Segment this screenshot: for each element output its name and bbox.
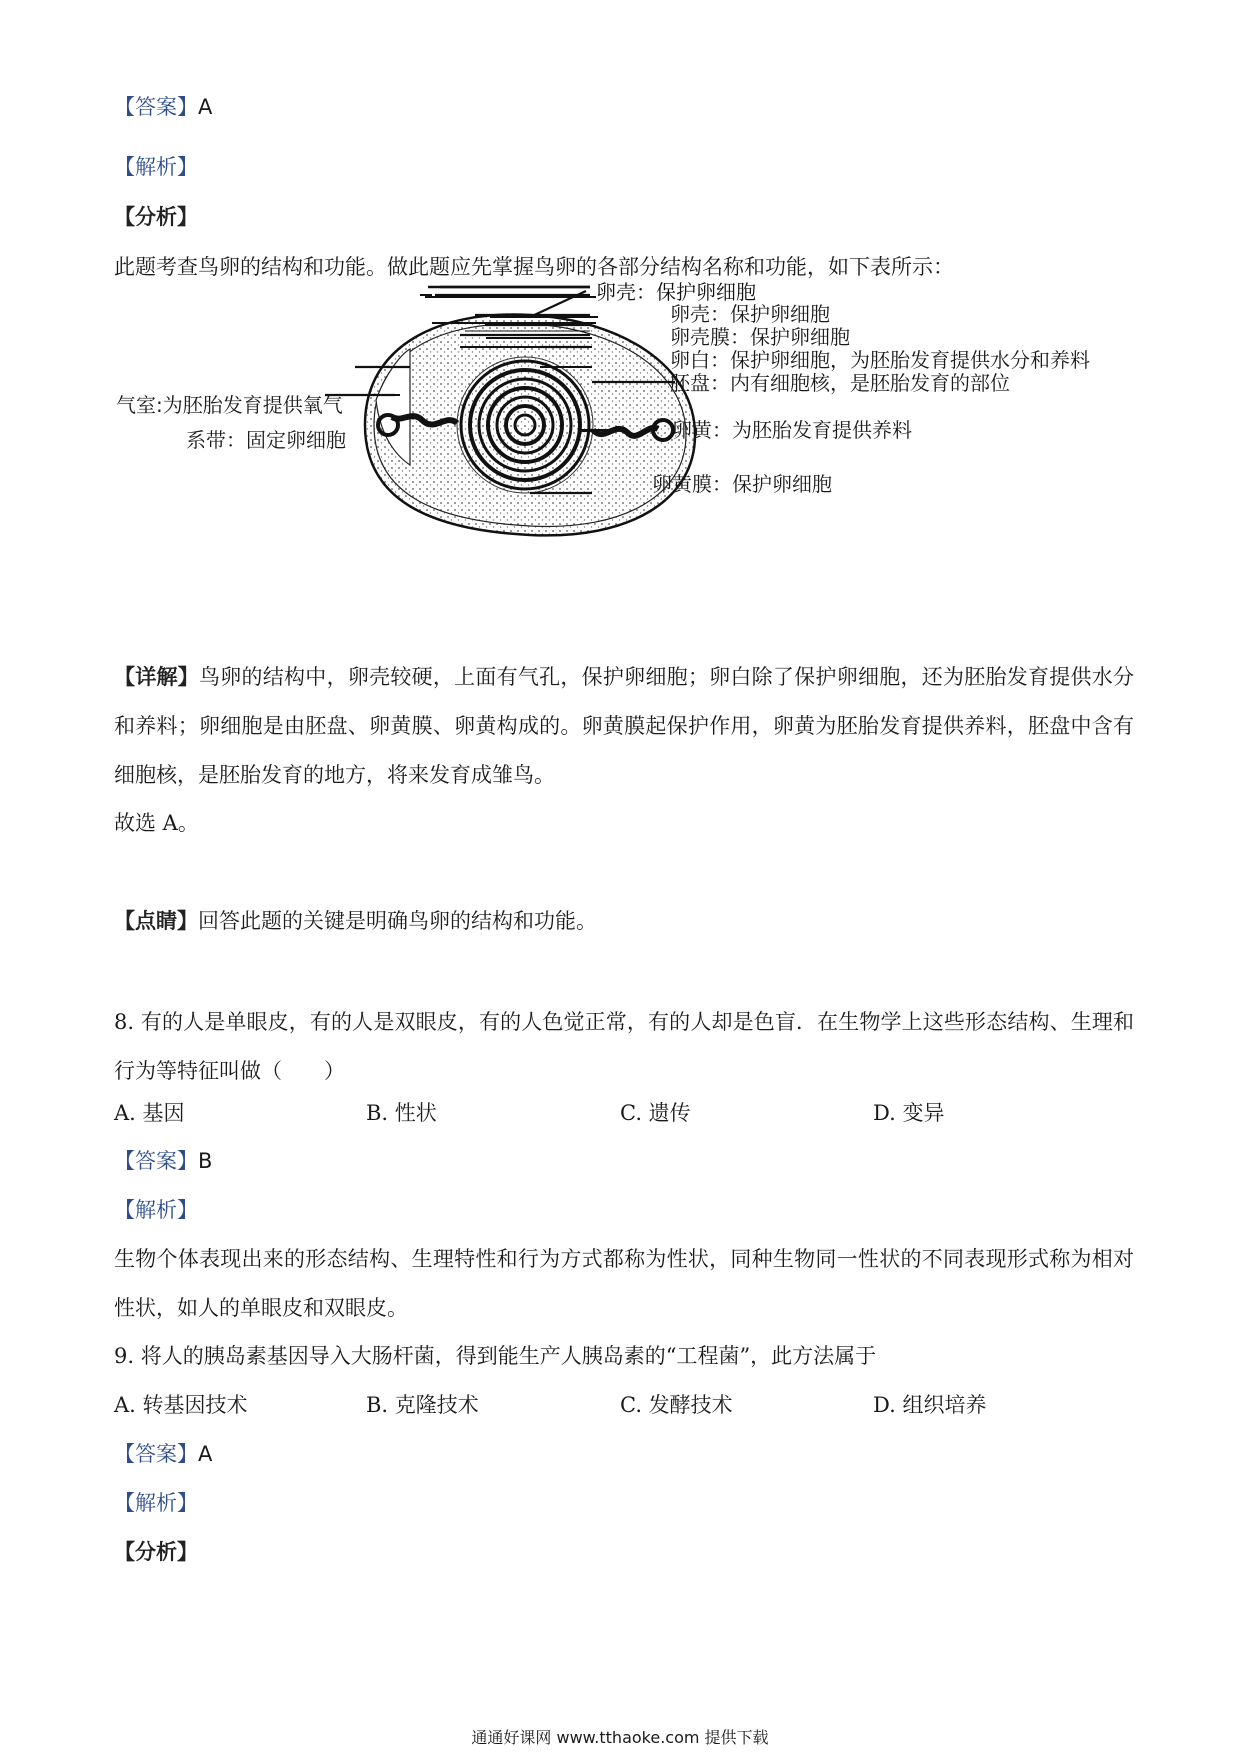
answer-tag: 【答案】 bbox=[114, 95, 198, 119]
q7-detail bbox=[114, 652, 1134, 800]
label-egg-shell: 卵壳：保护卵细胞 bbox=[670, 302, 830, 326]
label-chalaza: 系带：固定卵细胞 bbox=[186, 428, 346, 452]
q7-dianjing bbox=[114, 906, 597, 936]
q8-analysis: 生物个体表现出来的形态结构、生理特性和行为方式都称为性状，同种生物同一性状的不同表现形式称为相对性状，如人的单眼皮和双眼皮。 bbox=[114, 1247, 1134, 1320]
bird-egg-diagram bbox=[110, 280, 1140, 545]
q8-option-b: B. 性状 bbox=[366, 1101, 437, 1125]
q8-answer-line bbox=[114, 1146, 212, 1176]
q7-intro: 此题考查鸟卵的结构和功能。做此题应先掌握鸟卵的各部分结构名称和功能，如下表所示： bbox=[114, 255, 954, 279]
answer-value: A bbox=[198, 1442, 213, 1466]
q7-answer-line bbox=[114, 92, 212, 122]
detail-tag: 【详解】 bbox=[114, 664, 200, 689]
q9-analysis-tag: 【解析】 bbox=[114, 1491, 198, 1515]
label-egg-shell-membrane: 卵壳膜：保护卵细胞 bbox=[670, 325, 850, 349]
page-footer: 通通好课网 www.tthaoke.com 提供下载 bbox=[471, 1728, 769, 1747]
q8-stem: 8. 有的人是单眼皮，有的人是双眼皮，有的人色觉正常，有的人却是色盲．在生物学上这些形态结构、生理和行为等特征叫做（ ） bbox=[114, 1010, 1134, 1083]
label-germinal-disc: 胚盘：内有细胞核，是胚胎发育的部位 bbox=[670, 371, 1010, 395]
q8-option-a: A. 基因 bbox=[114, 1101, 185, 1125]
dianjing-text: 回答此题的关键是明确鸟卵的结构和功能。 bbox=[198, 909, 597, 933]
label-albumen: 卵白：保护卵细胞，为胚胎发育提供水分和养料 bbox=[670, 348, 1090, 372]
q9-fenxi-tag: 【分析】 bbox=[114, 1539, 198, 1564]
q9-option-d: D. 组织培养 bbox=[873, 1393, 987, 1417]
q9-answer-line bbox=[114, 1439, 212, 1469]
q8-option-d: D. 变异 bbox=[873, 1101, 945, 1125]
q9-option-b: B. 克隆技术 bbox=[366, 1393, 479, 1417]
answer-value: B bbox=[198, 1149, 213, 1173]
q9-stem: 9. 将人的胰岛素基因导入大肠杆菌，得到能生产人胰岛素的“工程菌”，此方法属于 bbox=[114, 1344, 877, 1368]
q7-fenxi-tag: 【分析】 bbox=[114, 204, 198, 229]
q7-analysis-tag: 【解析】 bbox=[114, 155, 198, 179]
q7-choice: 故选 A。 bbox=[114, 811, 199, 835]
label-shell: 卵壳：保护卵细胞 bbox=[596, 280, 756, 304]
dianjing-tag: 【点睛】 bbox=[114, 908, 198, 933]
answer-value: A bbox=[198, 95, 213, 119]
q8-option-c: C. 遗传 bbox=[620, 1101, 691, 1125]
label-air-cell: 气室:为胚胎发育提供氧气 bbox=[116, 393, 343, 417]
label-yolk-membrane: 卵黄膜：保护卵细胞 bbox=[652, 472, 832, 496]
q9-option-c: C. 发酵技术 bbox=[620, 1393, 733, 1417]
detail-text: 鸟卵的结构中，卵壳较硬，上面有气孔，保护卵细胞；卵白除了保护卵细胞，还为胚胎发育提供水分和养料；卵细胞是由胚盘、卵黄膜、卵黄构成的。卵黄膜起保护作用，卵黄为胚胎发育提供养料，胚盘中含有细胞核，是胚胎发育的地方，将来发育成雏鸟。 bbox=[114, 665, 1135, 787]
answer-tag: 【答案】 bbox=[114, 1149, 198, 1173]
q9-option-a: A. 转基因技术 bbox=[114, 1393, 248, 1417]
q8-analysis-tag: 【解析】 bbox=[114, 1198, 198, 1222]
label-yolk: 卵黄：为胚胎发育提供养料 bbox=[672, 418, 912, 442]
answer-tag: 【答案】 bbox=[114, 1442, 198, 1466]
